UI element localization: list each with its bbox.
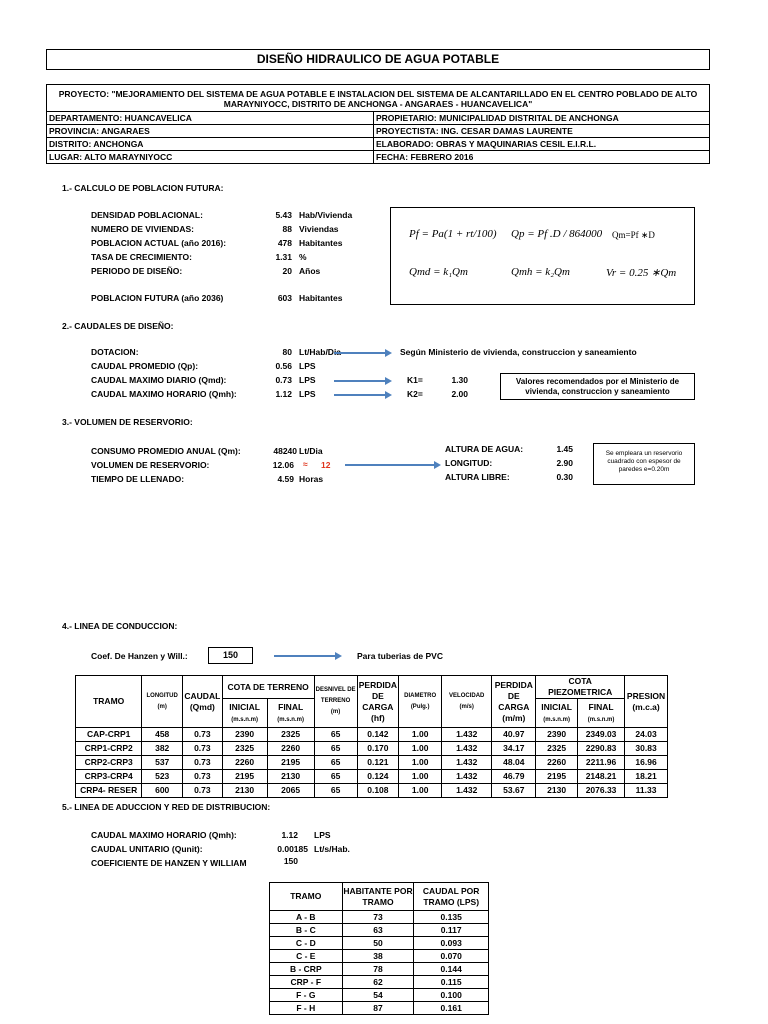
th-inicial-unit: (m.s.n.m) (231, 717, 258, 723)
table-cell: 2390 (536, 728, 578, 742)
table-cell: 1.432 (442, 784, 492, 798)
distribucion-table (269, 882, 489, 1015)
table-cell: 24.03 (625, 728, 668, 742)
table-cell: CRP3-CRP4 (76, 770, 142, 784)
table-cell: 63 (342, 924, 414, 937)
table-cell: 1.432 (442, 742, 492, 756)
approx-sign: ≈ (303, 459, 308, 469)
th-cota-piezometrica: COTA PIEZOMETRICA (536, 676, 625, 699)
coef-value: 150 (208, 647, 253, 664)
info-departamento: DEPARTAMENTO: HUANCAVELICA (47, 112, 374, 125)
s5-coef-value: 150 (283, 856, 298, 866)
ministry-note: Según Ministerio de vivienda, construccion y saneamiento (400, 347, 637, 357)
th-dist-caudal: CAUDAL POR TRAMO (LPS) (414, 883, 489, 911)
th-dist-hab: HABITANTE POR TRAMO (342, 883, 414, 911)
table-cell: 2195 (222, 770, 267, 784)
s5-qmh-value: 1.12 (281, 830, 298, 840)
table-cell: 34.17 (492, 742, 536, 756)
table-cell: 0.142 (357, 728, 399, 742)
table-cell: 18.21 (625, 770, 668, 784)
th-pz-final-unit: (m.s.n.m) (587, 717, 615, 723)
table-cell: 0.73 (183, 770, 223, 784)
arrow-pvc (274, 655, 336, 657)
s2-unit-2: LPS (299, 375, 316, 385)
table-cell: 2390 (222, 728, 267, 742)
k1-label: K1= (407, 375, 423, 385)
th-perdida-mm-unit: (m/m) (502, 712, 526, 723)
recommended-values-note: Valores recomendados por el Ministerio de vivienda, construccion y saneamiento (500, 373, 695, 400)
table-cell: 0.117 (414, 924, 489, 937)
th-longitud-unit: (m) (157, 703, 167, 710)
s1-label-2: POBLACION ACTUAL (año 2016): (91, 238, 227, 248)
th-desnivel: DESNIVEL DE TERRENO (315, 687, 356, 704)
table-cell: 2195 (536, 770, 578, 784)
table-row (76, 784, 668, 798)
th-tramo: TRAMO (76, 676, 142, 728)
table-cell: 50 (342, 937, 414, 950)
s5-coef-label: COEFICIENTE DE HANZEN Y WILLIAM (91, 858, 247, 868)
table-cell: 30.83 (625, 742, 668, 756)
coef-label: Coef. De Hanzen y Will.: (91, 651, 188, 661)
consumo-label: CONSUMO PROMEDIO ANUAL (Qm): (91, 446, 241, 456)
table-cell: 1.432 (442, 770, 492, 784)
info-proyectista: PROYECTISTA: ING. CESAR DAMAS LAURENTE (374, 125, 710, 138)
libre-label: ALTURA LIBRE: (445, 472, 510, 482)
info-lugar: LUGAR: ALTO MARAYNIYOCC (47, 151, 374, 164)
s1-unit-3: % (299, 252, 307, 262)
table-cell: 2065 (267, 784, 314, 798)
th-perdida-mm: PERDIDA DE CARGA (494, 679, 533, 712)
table-cell: 0.100 (414, 989, 489, 1002)
table-row (270, 963, 489, 976)
s5-qu-value: 0.00185 (277, 844, 308, 854)
th-caudal-unit: (Qmd) (189, 701, 215, 712)
table-cell: 0.170 (357, 742, 399, 756)
table-cell: CRP2-CRP3 (76, 756, 142, 770)
table-cell: C - E (270, 950, 343, 963)
k2-value: 2.00 (451, 389, 468, 399)
table-cell: 40.97 (492, 728, 536, 742)
s1-unit-2: Habitantes (299, 238, 343, 248)
table-cell: 53.67 (492, 784, 536, 798)
table-cell: 0.070 (414, 950, 489, 963)
info-distrito: DISTRITO: ANCHONGA (47, 138, 374, 151)
table-cell: 65 (314, 784, 357, 798)
table-cell: 458 (142, 728, 183, 742)
table-cell: 87 (342, 1002, 414, 1015)
th-diametro-unit: (Pulg.) (410, 703, 430, 710)
th-inicial: INICIAL (229, 702, 260, 712)
table-cell: 11.33 (625, 784, 668, 798)
table-cell: B - C (270, 924, 343, 937)
table-row (270, 924, 489, 937)
table-cell: 382 (142, 742, 183, 756)
formula-qmd: Qmd = k₁Qm (409, 266, 468, 278)
table-cell: 2290.83 (578, 742, 625, 756)
section-3-heading: 3.- VOLUMEN DE RESERVORIO: (62, 417, 193, 427)
table-cell: 62 (342, 976, 414, 989)
consumo-value: 48240 (273, 446, 297, 456)
volumen-rounded: 12 (321, 460, 331, 470)
table-cell: 2130 (267, 770, 314, 784)
table-cell: C - D (270, 937, 343, 950)
tiempo-label: TIEMPO DE LLENADO: (91, 474, 185, 484)
table-cell: 0.73 (183, 742, 223, 756)
info-propietario: PROPIETARIO: MUNICIPALIDAD DISTRITAL DE ANCHONGA (374, 112, 710, 125)
section-2-heading: 2.- CAUDALES DE DISEÑO: (62, 321, 174, 331)
s2-value-2: 0.73 (275, 375, 292, 385)
formula-qmh: Qmh = k₂Qm (511, 266, 570, 278)
formula-qm: Qm=Pf ∗D (612, 230, 655, 240)
table-cell: 0.161 (414, 1002, 489, 1015)
table-cell: 2325 (536, 742, 578, 756)
k2-label: K2= (407, 389, 423, 399)
table-cell: F - H (270, 1002, 343, 1015)
table-cell: 65 (314, 742, 357, 756)
table-cell: 1.00 (399, 756, 442, 770)
tiempo-value: 4.59 (277, 474, 294, 484)
arrow-dotacion (334, 352, 386, 354)
table-row (76, 770, 668, 784)
conduccion-table (75, 675, 668, 798)
table-cell: 0.73 (183, 728, 223, 742)
table-cell: 2130 (222, 784, 267, 798)
table-cell: 48.04 (492, 756, 536, 770)
table-cell: 65 (314, 770, 357, 784)
th-pz-inicial: INICIAL (541, 702, 572, 712)
s1-future-value: 603 (277, 293, 292, 303)
tiempo-unit: Horas (299, 474, 324, 484)
table-cell: 0.108 (357, 784, 399, 798)
table-cell: 0.144 (414, 963, 489, 976)
table-cell: 2325 (222, 742, 267, 756)
th-desnivel-unit: (m) (330, 709, 341, 715)
table-row (270, 989, 489, 1002)
s2-value-0: 80 (282, 347, 292, 357)
section-1-heading: 1.- CALCULO DE POBLACION FUTURA: (62, 183, 224, 193)
table-cell: 1.432 (442, 756, 492, 770)
th-velocidad: VELOCIDAD (449, 692, 485, 699)
table-cell: 0.124 (357, 770, 399, 784)
arrow-k2 (334, 394, 386, 396)
s1-value-4: 20 (282, 266, 292, 276)
s2-unit-0: Lt/Hab/Dia (299, 347, 342, 357)
table-cell: CRP4- RESER (76, 784, 142, 798)
pvc-note: Para tuberias de PVC (357, 651, 443, 661)
s2-label-1: CAUDAL PROMEDIO (Qp): (91, 361, 199, 371)
th-perdida-unit: (hf) (371, 712, 385, 723)
s1-value-0: 5.43 (275, 210, 292, 220)
section-5-heading: 5.- LINEA DE ADUCCION Y RED DE DISTRIBUCION: (62, 802, 271, 812)
s1-value-3: 1.31 (275, 252, 292, 262)
table-cell: 2349.03 (578, 728, 625, 742)
table-cell: 0.73 (183, 756, 223, 770)
table-row (270, 911, 489, 924)
reservorio-note: Se empleara un reservorio cuadrado con espesor de paredes e=0.20m (593, 443, 695, 485)
s1-label-1: NUMERO DE VIVIENDAS: (91, 224, 194, 234)
s5-qmh-label: CAUDAL MAXIMO HORARIO (Qmh): (91, 830, 237, 840)
table-row (76, 728, 668, 742)
s1-label-3: TASA DE CRECIMIENTO: (91, 252, 192, 262)
longitud-label: LONGITUD: (445, 458, 493, 468)
project-info-table (46, 111, 710, 164)
s1-label-0: DENSIDAD POBLACIONAL: (91, 210, 203, 220)
s2-label-3: CAUDAL MAXIMO HORARIO (Qmh): (91, 389, 237, 399)
table-cell: CRP1-CRP2 (76, 742, 142, 756)
s2-label-0: DOTACION: (91, 347, 139, 357)
th-presion: PRESION (626, 690, 666, 701)
table-cell: 523 (142, 770, 183, 784)
formula-vr: Vr = 0.25 ∗Qm (606, 267, 677, 279)
table-cell: 1.00 (399, 742, 442, 756)
arrow-reservorio (345, 464, 435, 466)
table-row (270, 1002, 489, 1015)
formula-box (390, 207, 695, 305)
table-row (270, 950, 489, 963)
table-cell: 0.73 (183, 784, 223, 798)
table-cell: 73 (342, 911, 414, 924)
table-cell: CRP - F (270, 976, 343, 989)
table-cell: 0.115 (414, 976, 489, 989)
table-cell: 2260 (222, 756, 267, 770)
table-cell: 2325 (267, 728, 314, 742)
k1-value: 1.30 (451, 375, 468, 385)
table-cell: 0.135 (414, 911, 489, 924)
table-cell: CAP-CRP1 (76, 728, 142, 742)
longitud-value: 2.90 (556, 458, 573, 468)
table-cell: 2148.21 (578, 770, 625, 784)
volumen-value: 12.06 (272, 460, 294, 470)
th-perdida: PERDIDA DE CARGA (358, 679, 397, 712)
s2-label-2: CAUDAL MAXIMO DIARIO (Qmd): (91, 375, 227, 385)
table-cell: 65 (314, 728, 357, 742)
table-cell: 38 (342, 950, 414, 963)
table-row (76, 742, 668, 756)
s2-unit-3: LPS (299, 389, 316, 399)
info-fecha: FECHA: FEBRERO 2016 (374, 151, 710, 164)
page-title: DISEÑO HIDRAULICO DE AGUA POTABLE (46, 49, 710, 70)
s2-value-1: 0.56 (275, 361, 292, 371)
info-provincia: PROVINCIA: ANGARAES (47, 125, 374, 138)
project-description: PROYECTO: "MEJORAMIENTO DEL SISTEMA DE AGUA POTABLE E INSTALACION DEL SISTEMA DE ALCANTARILLADO EN EL CENTRO POBLADO DE ALTO MARAYNIYOCC, DISTRITO DE ANCHONGA - ANGARAES - HUANCAVELICA" (46, 84, 710, 112)
table-cell: 2076.33 (578, 784, 625, 798)
table-cell: 1.00 (399, 784, 442, 798)
s1-label-4: PERIODO DE DISEÑO: (91, 266, 183, 276)
formula-qp: Qp = Pf .D / 864000 (511, 228, 603, 240)
altura-label: ALTURA DE AGUA: (445, 444, 524, 454)
table-cell: 1.00 (399, 728, 442, 742)
s1-unit-0: Hab/Vivienda (299, 210, 353, 220)
s1-future-label: POBLACION FUTURA (año 2036) (91, 293, 224, 303)
formula-pf: Pf = Pa(1 + rt/100) (409, 228, 497, 240)
s5-qu-label: CAUDAL UNITARIO (Qunit): (91, 844, 203, 854)
table-cell: 65 (314, 756, 357, 770)
th-cota-terreno: COTA DE TERRENO (222, 676, 314, 699)
s1-value-1: 88 (282, 224, 292, 234)
th-pz-final: FINAL (588, 702, 614, 712)
arrow-k1 (334, 380, 386, 382)
table-cell: 54 (342, 989, 414, 1002)
table-cell: F - G (270, 989, 343, 1002)
th-diametro: DIAMETRO (404, 692, 437, 699)
s1-value-2: 478 (277, 238, 292, 248)
section-4-heading: 4.- LINEA DE CONDUCCION: (62, 621, 178, 631)
altura-value: 1.45 (556, 444, 573, 454)
table-cell: 537 (142, 756, 183, 770)
th-dist-tramo: TRAMO (270, 883, 343, 911)
s5-qmh-unit: LPS (314, 830, 331, 840)
s1-unit-4: Años (299, 266, 321, 276)
table-cell: 46.79 (492, 770, 536, 784)
table-cell: 2130 (536, 784, 578, 798)
table-cell: 1.00 (399, 770, 442, 784)
table-cell: 16.96 (625, 756, 668, 770)
table-cell: B - CRP (270, 963, 343, 976)
th-final: FINAL (278, 702, 304, 712)
table-cell: 1.432 (442, 728, 492, 742)
table-cell: 600 (142, 784, 183, 798)
th-presion-unit: (m.c.a) (632, 701, 660, 712)
table-row (270, 976, 489, 989)
info-elaborado: ELABORADO: OBRAS Y MAQUINARIAS CESIL E.I.R.L. (374, 138, 710, 151)
table-cell: 2195 (267, 756, 314, 770)
table-cell: 0.121 (357, 756, 399, 770)
s2-unit-1: LPS (299, 361, 316, 371)
table-cell: A - B (270, 911, 343, 924)
th-caudal: CAUDAL (184, 690, 221, 701)
table-cell: 2260 (536, 756, 578, 770)
th-longitud: LONGITUD (146, 692, 178, 699)
th-pz-inicial-unit: (m.s.n.m) (543, 717, 570, 723)
s5-qu-unit: Lt/s/Hab. (314, 844, 350, 854)
libre-value: 0.30 (556, 472, 573, 482)
s1-future-unit: Habitantes (299, 293, 343, 303)
table-cell: 0.093 (414, 937, 489, 950)
th-final-unit: (m.s.n.m) (277, 717, 304, 723)
table-cell: 2260 (267, 742, 314, 756)
consumo-unit: Lt/Dia (299, 446, 323, 456)
table-cell: 2211.96 (578, 756, 625, 770)
th-velocidad-unit: (m/s) (459, 703, 474, 710)
table-cell: 78 (342, 963, 414, 976)
table-row (76, 756, 668, 770)
volumen-label: VOLUMEN DE RESERVORIO: (91, 460, 210, 470)
table-row (270, 937, 489, 950)
s1-unit-1: Viviendas (299, 224, 339, 234)
s2-value-3: 1.12 (275, 389, 292, 399)
